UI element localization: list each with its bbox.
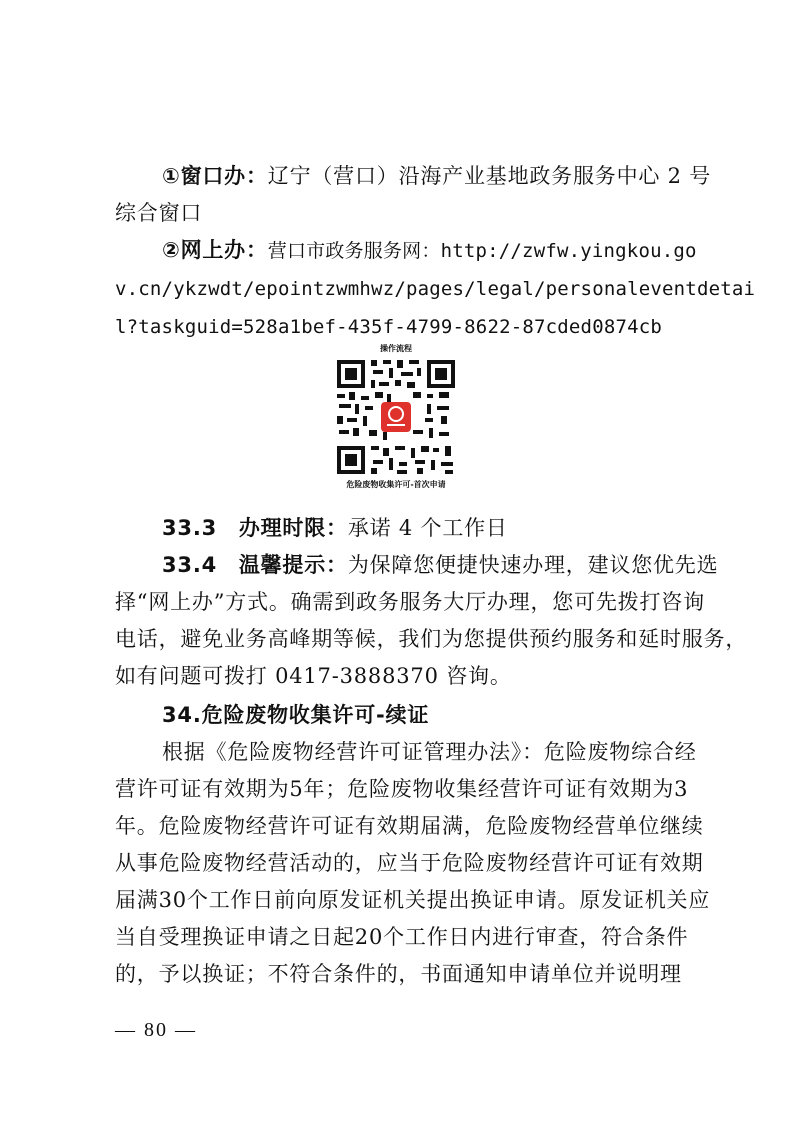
tips-line-1 xyxy=(162,548,732,582)
section-34-paragraph-line-7: 的，予以换证；不符合条件的，书面通知申请单位并说明理 xyxy=(115,962,682,986)
online-office-url-start: 营口市政务服务网：http://zwfw.yingkou.go xyxy=(267,240,697,262)
online-office-label: ②网上办： xyxy=(162,238,268,262)
time-limit-text: 承诺 4 个工作日 xyxy=(347,516,508,540)
section-34-paragraph-line-6: 当自受理换证申请之日起20个工作日内进行审查，符合条件 xyxy=(115,925,689,949)
window-office-line-2: 综合窗口 xyxy=(115,201,203,225)
qr-center-logo xyxy=(381,402,411,432)
section-34-paragraph-line-1: 根据《危险废物经营许可证管理办法》：危险废物综合经 xyxy=(162,740,697,764)
online-office-line-1 xyxy=(162,233,732,268)
window-office-label: ①窗口办： xyxy=(162,164,268,188)
qr-code-block xyxy=(330,344,462,492)
qr-finder-top-left xyxy=(337,360,365,388)
qr-finder-bottom-left xyxy=(337,446,365,474)
time-limit-line xyxy=(162,511,732,545)
section-34-paragraph-line-2: 营许可证有效期为5年；危险废物收集经营许可证有效期为3 xyxy=(115,777,689,801)
section-34-paragraph-line-3: 年。危险废物经营许可证有效期届满，危险废物经营单位继续 xyxy=(115,814,704,838)
qr-title: 操作流程 xyxy=(380,344,412,353)
tips-line-2: 择“网上办”方式。确需到政务服务大厅办理，您可先拨打咨询 xyxy=(115,590,705,614)
qr-finder-top-right xyxy=(427,360,455,388)
tips-line-3: 电话，避免业务高峰期等候，我们为您提供预约服务和延时服务， xyxy=(115,627,748,651)
qr-code-image xyxy=(333,356,459,478)
tips-label: 33.4 温馨提示： xyxy=(162,553,348,577)
time-limit-label: 33.3 办理时限： xyxy=(162,516,348,540)
window-office-line-1 xyxy=(162,159,732,193)
page-number: — 80 — xyxy=(115,1019,197,1041)
tips-line-4: 如有问题可拨打 0417-3888370 咨询。 xyxy=(115,664,512,688)
window-office-text: 辽宁（营口）沿海产业基地政务服务中心 2 号 xyxy=(267,164,712,188)
tips-text-1: 为保障您便捷快速办理，建议您优先选 xyxy=(347,553,719,577)
online-office-url-line-3: l?taskguid=528a1bef-435f-4799-8622-87cded0874cb xyxy=(115,316,663,338)
section-34-heading: 34.危险废物收集许可-续证 xyxy=(162,703,430,727)
section-34-paragraph-line-5: 届满30个工作日前向原发证机关提出换证申请。原发证机关应 xyxy=(115,888,711,912)
section-34-paragraph-line-4: 从事危险废物经营活动的，应当于危险废物经营许可证有效期 xyxy=(115,851,704,875)
online-office-url-line-2: v.cn/ykzwdt/epointzwmhwz/pages/legal/personaleventdetai xyxy=(115,278,756,300)
qr-caption: 危险废物收集许可-首次申请 xyxy=(346,480,446,489)
